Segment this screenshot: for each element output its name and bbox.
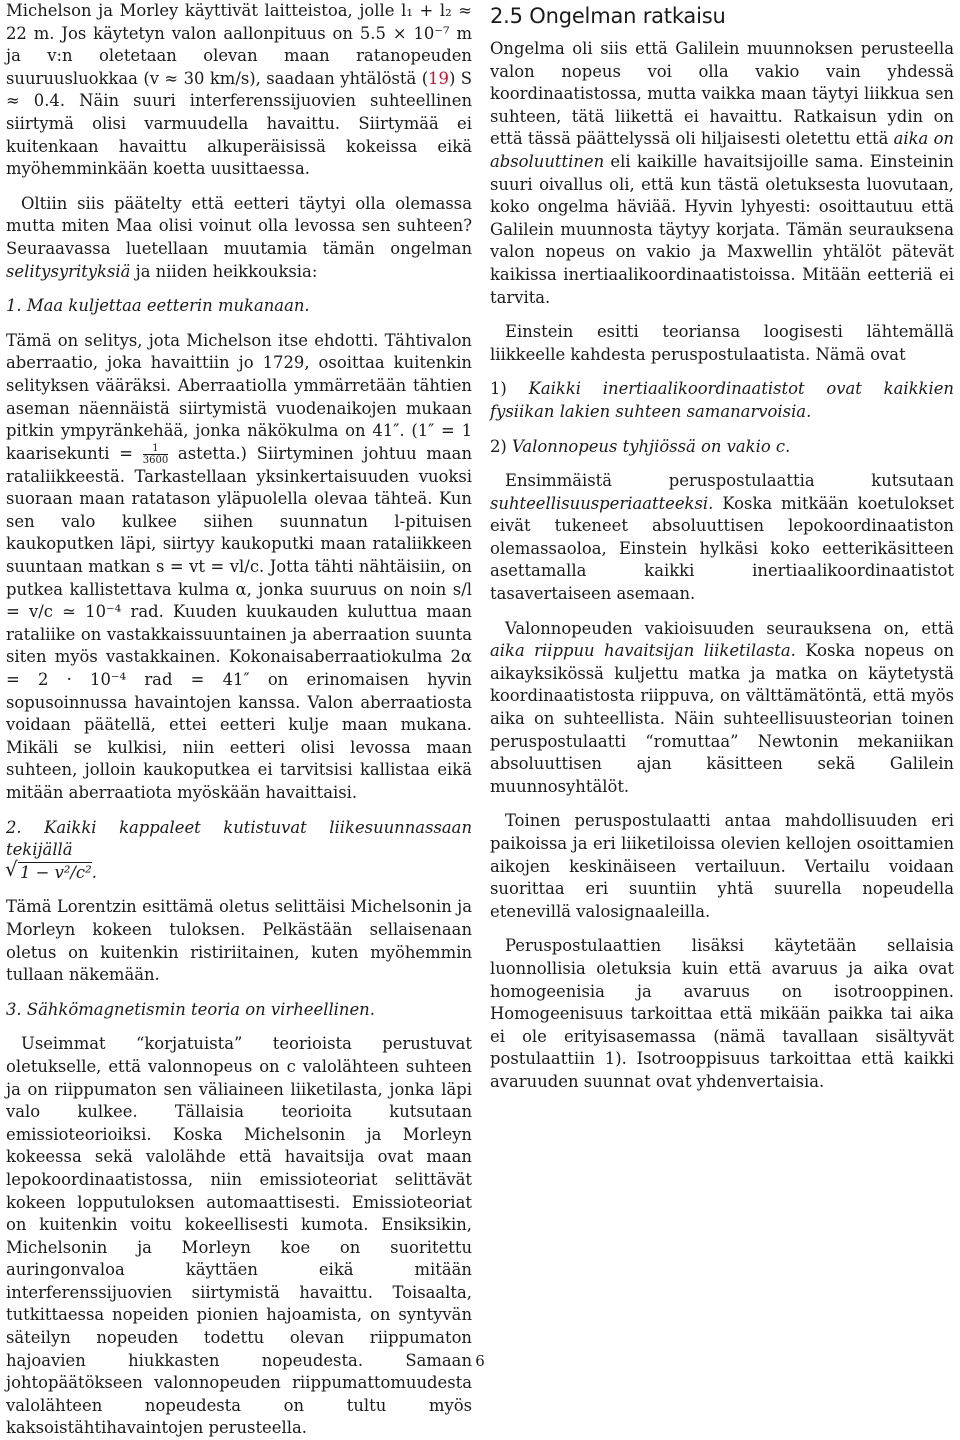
text-segment: Koska nopeus on aikayksikössä kuljettu matka ja matka on käytetystä koordinaatistosta riippuva, on välttämätöntä, että myös aika on suhteellista. Näin suhteellisuusteorian toinen peruspostulaatti “romuttaa” Newtonin mekaniikan absoluuttisen ajan käsitteen sekä Galilein muunnosyhtälöt. xyxy=(490,641,954,796)
text-segment: 2. Kaikki kappaleet kutistuvat liikesuunnassaan tekijällä xyxy=(6,817,472,860)
text-segment: Michelson ja Morley käyttivät laitteistoa, jolle l₁ + l₂ ≈ 22 m. Jos käytetyn valon aallonpituus on 5.5 × 10⁻⁷ m ja v:n oletetaan olevan maan ratanopeuden suuruusluokkaa (v ≈ 30 km/s), saadaan yhtälöstä ( xyxy=(6,1,472,88)
fraction-denominator: 3600 xyxy=(142,454,169,466)
fraction-numerator: 1 xyxy=(143,443,168,455)
paragraph-emission-theories: Useimmat “korjatuista” teorioista perustuvat oletukselle, että valonnopeus on c valolähteen suhteen ja on riippumaton sen väliaineen liiketilasta, jonka läpi valo kulkee. Tällaisia teorioita kutsutaan emissioteorioiksi. Koska Michelsonin ja Morleyn kokeessa sekä valolähde että havaitsija ovat maan lepokoordinaatistossa, niin emissioteoriat selittävät kokeen lopputuloksen automaattisesti. Emissioteoriat on kuitenkin voitu kokeellisesti kumota. Ensiksikin, Michelsonin ja Morleyn koe on suoritettu auringonvaloa käyttäen eikä mitään interferenssijuovien siirtymistä havaittu. Toisaalta, tutkittaessa nopeiden pionien hajoamista, on syntyvän säteilyn nopeuden todettu olevan riippumaton hajoavien hiukkasten nopeudesta. Samaan johtopäätökseen valonnopeuden riippumattomuudesta valolähteen nopeudesta on tultu myös kaksoistähtihavaintojen perusteella. xyxy=(6,1034,472,1438)
paragraph-time-relative xyxy=(490,618,954,799)
paragraph-ether-question xyxy=(6,193,472,283)
postulate-number: 1) xyxy=(490,379,529,399)
text-segment: Ongelma oli siis että Galilein muunnoksen perusteella valon nopeus voi olla vakio vain yhdessä koordinaatistossa, mutta vaikka maan täytyi liikkua sen suhteen, tätä liikettä ei havaittu. Ratkaisun ydin on että tässä päättelyssä oli hiljaisesti oletettu että xyxy=(490,39,954,149)
section-heading: 2.5 Ongelman ratkaisu xyxy=(490,4,726,28)
paragraph-aberration xyxy=(6,330,472,805)
square-root-expression: √ 1 − v²/c² xyxy=(18,862,92,883)
text-segment: Valonnopeuden vakioisuuden seurauksena on, että xyxy=(505,618,954,638)
list-item-3: 3. Sähkömagnetismin teoria on virheellinen. xyxy=(6,999,375,1019)
text-segment: Ensimmäistä peruspostulaattia kutsutaan xyxy=(505,471,954,491)
postulate-2 xyxy=(490,436,954,459)
list-item-2: 2. Kaikki kappaleet kutistuvat liikesuunnassaan tekijällä √ 1 − v²/c². xyxy=(6,817,472,885)
paragraph-michelson-morley xyxy=(6,0,472,181)
text-segment: Oltiin siis päätelty että eetteri täytyi olla olemassa mutta miten Maa olisi voinut olla levossa sen suhteen? Seuraavassa luetellaan muutamia tämän ongelman xyxy=(6,193,472,258)
text-segment: ) S ≈ 0.4. Näin suuri interferenssijuovien suhteellinen siirtymä olisi varmuudella havaittu. Siirtymää ei kuitenkaan havaittu alkuperäisissä kokeissa eikä myöhemminkään koetta uusittaessa. xyxy=(6,68,472,179)
paragraph-postulates-intro: Einstein esitti teoriansa loogisesti lähtemällä liikkeelle kahdesta peruspostulaatista. Nämä ovat xyxy=(490,322,954,364)
paragraph-homogeneity: Peruspostulaattien lisäksi käytetään sellaisia luonnollisia oletuksia kuin että avaruus ja aika ovat homogeenisia ja avaruus on isotrooppinen. Homogeenisuus tarkoittaa että mikään paikka tai aika ei ole erityisasemassa (nämä tavallaan sisältyvät postulaattiin 1). Isotrooppisuus tarkoittaa että kaikki avaruuden suunnat ovat yhdenvertaisia. xyxy=(490,936,954,1091)
paragraph-second-postulate: Toinen peruspostulaatti antaa mahdollisuuden eri paikoissa ja eri liiketiloissa olevien kellojen osoittamien aikojen keskinäiseen vertailuun. Vertailu voidaan suorittaa eri suuntiin yhtä suurella nopeudella etenevillä valosignaaleilla. xyxy=(490,811,954,921)
text-segment: Koska mitkään koetulokset eivät tukeneet absoluuttisen lepokoordinaatiston olemassaoloa, Einstein hylkäsi koko eetterikäsitteen asettamalla kaikki inertiaalikoordinaatistot tasavertaiseen asemaan. xyxy=(490,493,954,604)
paragraph-solution xyxy=(490,38,954,309)
page-number: 6 xyxy=(475,1352,485,1370)
italic-term: suhteellisuusperiaatteeksi. xyxy=(490,493,714,513)
list-item-1: 1. Maa kuljettaa eetterin mukanaan. xyxy=(6,296,310,316)
text-segment: astetta.) Siirtyminen johtuu maan rataliikkeestä. Tarkastellaan yksinkertaisuuden vuoksi suoraan maan ratatason yläpuolella olevaa tähteä. Kun sen valo kulkee siihen suunnatun l-pituisen kaukoputken läpi, siirtyy kaukoputki maan rataliikkeen suuntaan matkan s = vt = vl/c. Jotta tähti nähtäisiin, on putkea kallistettava kulma α, jonka suuruus on noin s/l = v/c ≃ 10⁻⁴ rad. Kuuden kuukauden kuluttua maan rataliike on vastakkaissuuntainen ja aberraation suunta siten myös vastakkainen. Kokonaisaberraatiokulma 2α = 2 · 10⁻⁴ rad = 41″ on erinomaisen hyvin sopusoinnussa havaintojen kanssa. Valon aberraatiosta voidaan päätellä, ettei eetteri kulje maan mukana. Mikäli se kulkisi, niin eetteri olisi levossa maan suhteen, jolloin kaukoputkea ei tarvitsisi kallistaa eikä mitään aberraatiota myöskään havaittaisi. xyxy=(6,443,472,802)
postulate-text: Valonnopeus tyhjiössä on vakio c. xyxy=(512,436,791,456)
postulate-text: Kaikki inertiaalikoordinaatistot ovat kaikkien fysiikan lakien suhteen samanarvoisia. xyxy=(490,379,954,421)
text-segment: eli kaikille havaitsijoille sama. Einsteinin suuri oivallus oli, että kun tästä oletuksesta luovutaan, koko ongelma häviää. Hyvin lyhyesti: osoittautuu että Galilein muunnosta täytyy korjata. Tämän seurauksena valon nopeus on vakio ja Maxwellin yhtälöt pätevät kaikissa inertiaalikoordinaatistoissa. Mitään eetteriä ei tarvita. xyxy=(490,151,954,307)
italic-term: aika on absoluuttinen xyxy=(490,129,954,171)
postulate-1 xyxy=(490,378,954,423)
fraction xyxy=(143,443,168,466)
paragraph-lorentz: Tämä Lorentzin esittämä oletus selittäisi Michelsonin ja Morleyn kokeen tuloksen. Pelkästään sellaisenaan oletus on kuitenkin ristiriitainen, kuten myöhemmin tullaan näkemään. xyxy=(6,897,472,985)
text-segment: ja niiden heikkouksia: xyxy=(130,261,318,281)
equation-reference-link[interactable]: 19 xyxy=(428,68,449,88)
italic-term: selitysyrityksiä xyxy=(6,261,131,281)
right-column xyxy=(490,0,954,1094)
text-segment: Tämä on selitys, jota Michelson itse ehdotti. Tähtivalon aberraatio, joka havaittiin jo 1729, osoittaa kuitenkin selityksen vääräksi. Aberraatiolla ymmärretään tähtien aseman näennäistä siirtymistä vuodenaikojen mukaan pitkin ympyränkehää, jonka näkökulma on 41″. (1″ = 1 kaarisekunti = xyxy=(6,330,472,463)
paragraph-relativity-principle xyxy=(490,470,954,606)
postulate-number: 2) xyxy=(490,436,513,456)
left-column xyxy=(6,0,472,1440)
italic-term: aika riippuu havaitsijan liiketilasta. xyxy=(490,641,796,661)
